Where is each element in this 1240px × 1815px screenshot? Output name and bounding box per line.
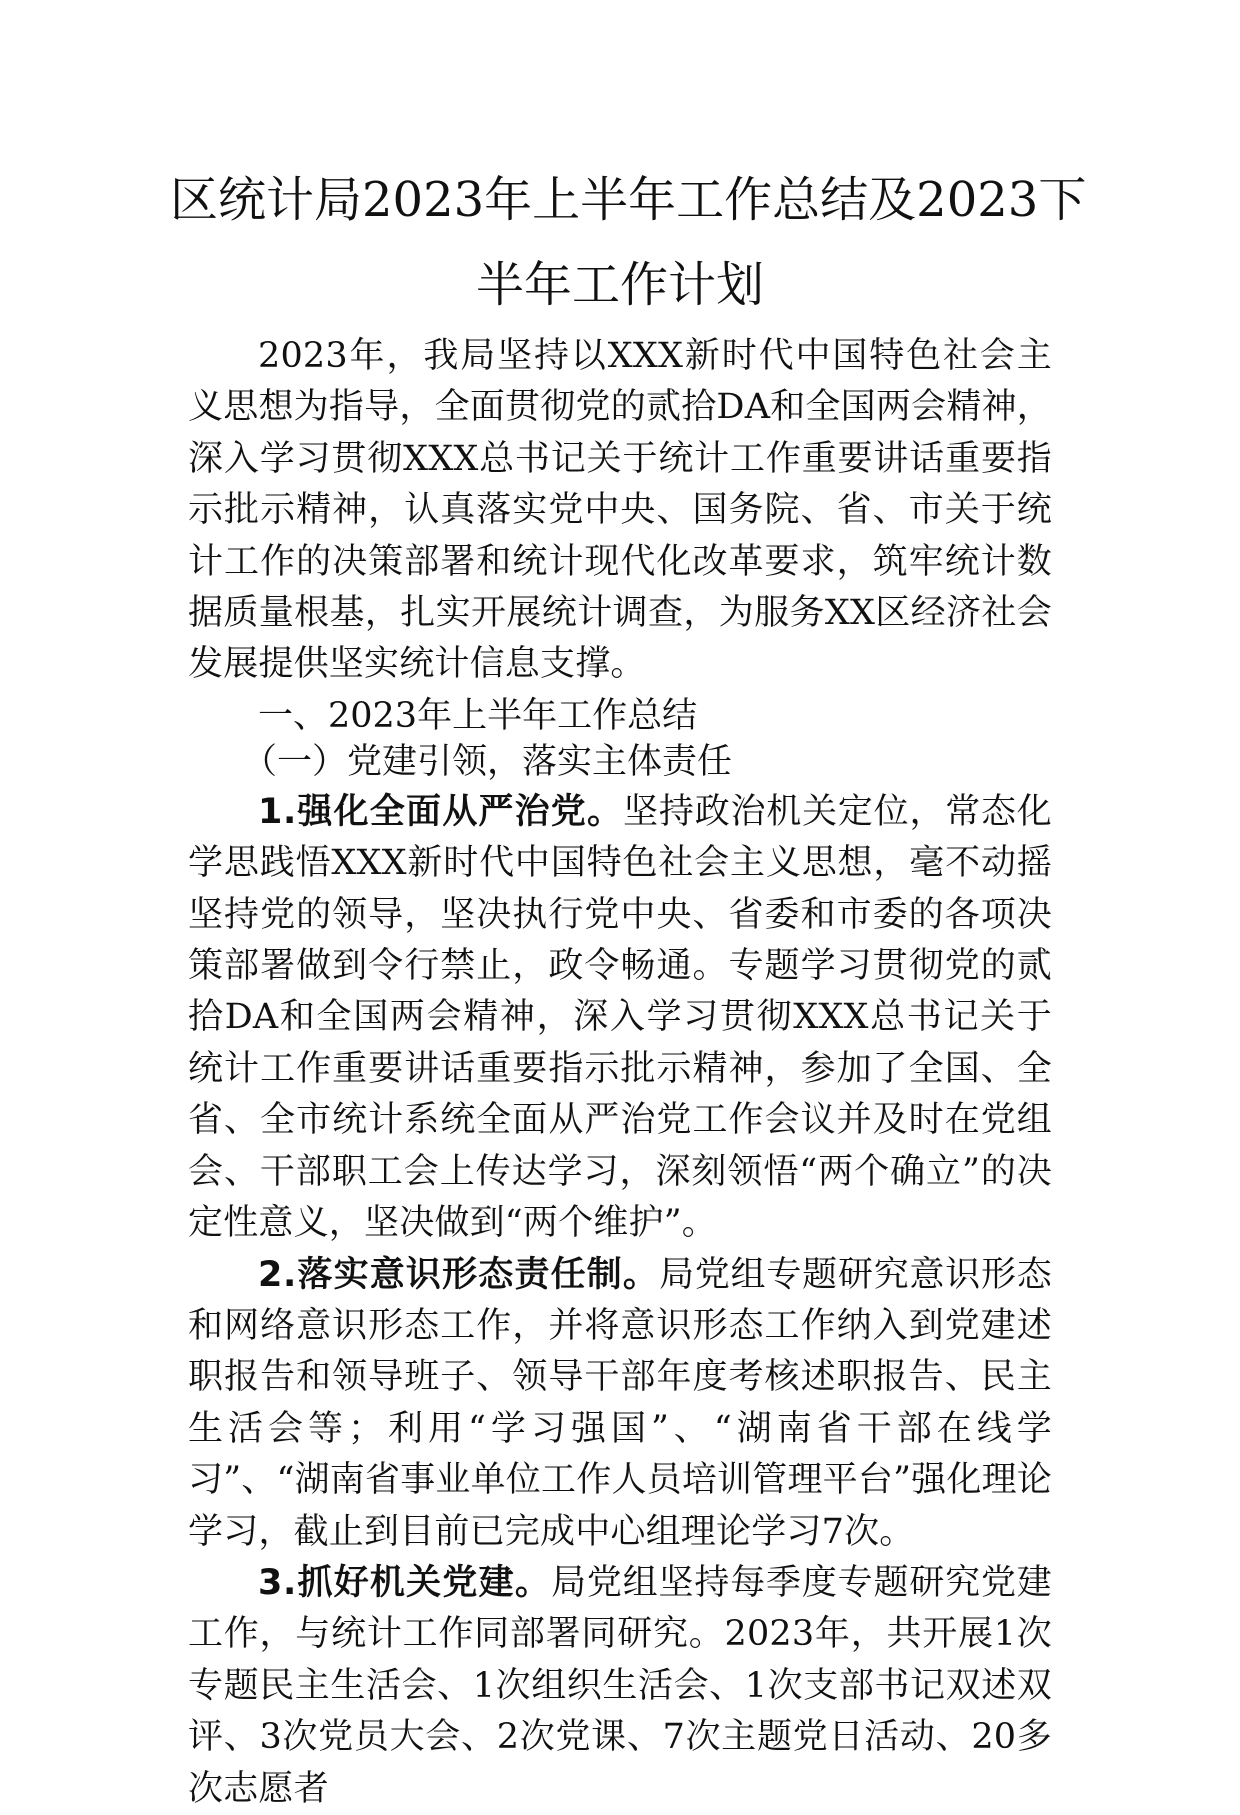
item-paragraph-2	[188, 1250, 1052, 1558]
document-title-line-1: 区统计局2023年上半年工作总结及2023下	[170, 172, 1087, 228]
document-body	[188, 331, 1052, 1815]
item-paragraph-1	[188, 787, 1052, 1250]
item-title-2: 2.落实意识形态责任制。	[258, 1254, 660, 1295]
intro-paragraph: 2023年，我局坚持以XXX新时代中国特色社会主义思想为指导，全面贯彻党的贰拾DA和全国两会精神，深入学习贯彻XXX总书记关于统计工作重要讲话重要指示批示精神，认真落实党中央、国务院、省、市关于统计工作的决策部署和统计现代化改革要求，筑牢统计数据质量根基，扎实开展统计调查，为服务XX区经济社会发展提供坚实统计信息支撑。	[188, 336, 1052, 685]
document-title-line-2: 半年工作计划	[475, 257, 764, 313]
subsection-heading-1: （一）党建引领，落实主体责任	[242, 741, 733, 782]
item-title-3: 3.抓好机关党建。	[258, 1562, 552, 1603]
item-text-2: 局党组专题研究意识形态和网络意识形态工作，并将意识形态工作纳入到党建述职报告和领导班子、领导干部年度考核述职报告、民主生活会等；利用“学习强国”、“湖南省干部在线学习”、“湖南省事业单位工作人员培训管理平台”强化理论学习，截止到目前已完成中心组理论学习7次。	[188, 1254, 1052, 1552]
item-text-3: 局党组坚持每季度专题研究党建工作，与统计工作同部署同研究。2023年，共开展1次专题民主生活会、1次组织生活会、1次支部书记双述双评、3次党员大会、2次党课、7次主题党日活动、20多次志愿者	[188, 1562, 1052, 1809]
item-paragraph-3	[188, 1558, 1052, 1815]
item-text-1: 坚持政治机关定位，常态化学思践悟XXX新时代中国特色社会主义思想，毫不动摇坚持党的领导，坚决执行党中央、省委和市委的各项决策部署做到令行禁止，政令畅通。专题学习贯彻党的贰拾DA和全国两会精神，深入学习贯彻XXX总书记关于统计工作重要讲话重要指示批示精神，参加了全国、全省、全市统计系统全面从严治党工作会议并及时在党组会、干部职工会上传达学习，深刻领悟“两个确立”的决定性意义，坚决做到“两个维护”。	[188, 791, 1053, 1244]
item-title-1: 1.强化全面从严治党。	[258, 791, 624, 832]
section-heading-1: 一、2023年上半年工作总结	[258, 695, 698, 736]
